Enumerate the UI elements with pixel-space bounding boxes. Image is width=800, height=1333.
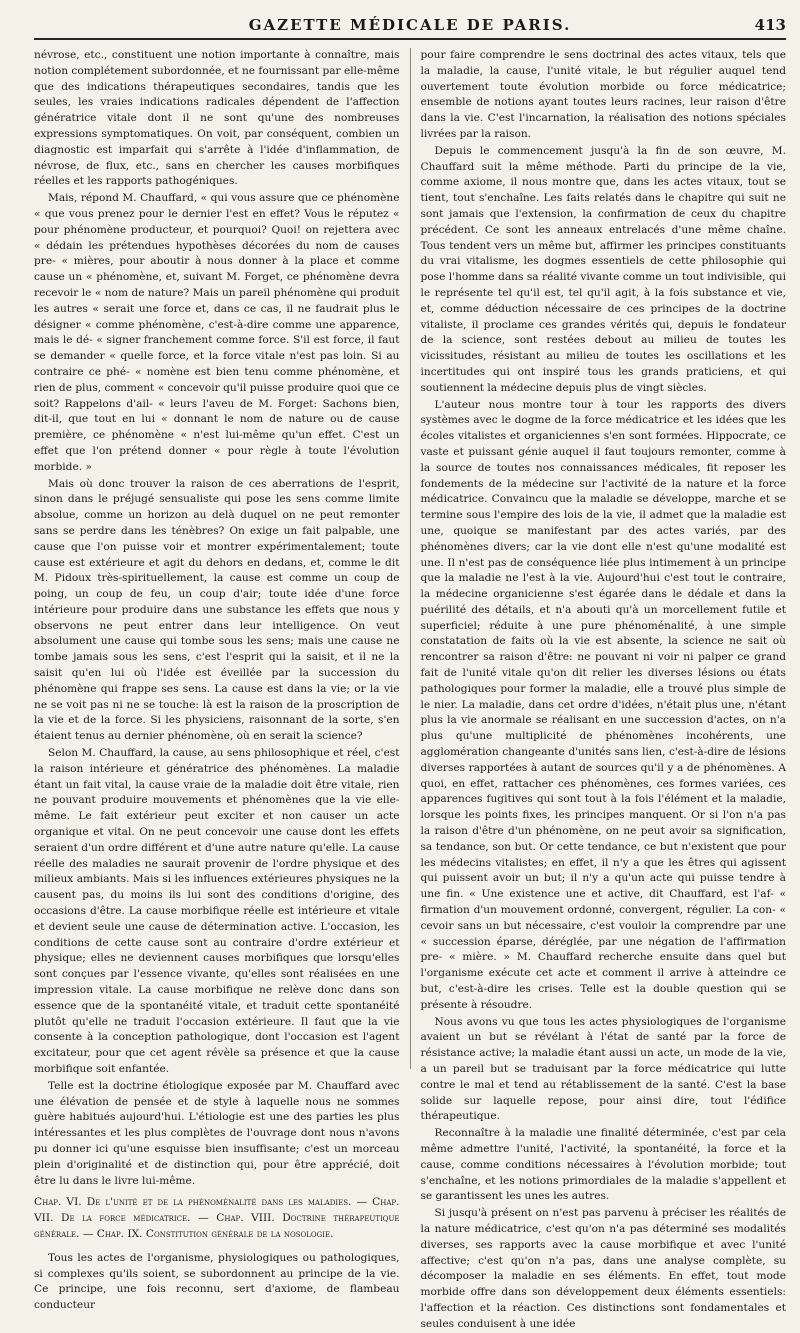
paragraph: névrose, etc., constituent une notion importante à connaître, mais notion complétement subordonnée, et ne fournissant par elle-même que des indications thérapeutiques secondaires, tandis que les seules, les vraies indications radicales dépendent de l'affection génératrice vitale dont il ne sont qu'une des nombreuses expressions symptomatiques. On voit, par conséquent, combien un diagnostic est imparfait qui s'arrête à l'idée d'inflammation, de névrose, de flux, etc., sans en chercher les causes morbifiques réelles et les rapports pathogéniques. [34,49,400,188]
paragraph: Reconnaître à la maladie une finalité déterminée, c'est par cela même admettre l'unité, l'activité, la spontanéité, la force et la cause, comme conditions nécessaires à l'évolution morbide; tout s'enchaîne, et les notions primordiales de la maladie s'appellent et se garantissent les unes les autres. [420,1127,786,1203]
text-columns [34,48,786,1330]
chapter-headings: Chap. VI. De l'unité et de la phénoménalité dans les maladies. — Chap. VII. De la force médicatrice. — Chap. VIII. Doctrine thérapeutique générale. — Chap. IX. Constitution générale de la nosologie. [34,1196,400,1240]
paragraph: Si jusqu'à présent on n'est pas parvenu à préciser les réalités de la nature médicatrice, c'est qu'on n'a pas déterminé ses modalités diverses, ses rapports avec la cause morbifique et avec l'unité affective; c'est qu'on n'a pas, dans une analyse complète, su décomposer la maladie en ses éléments. En effet, tout mode morbide offre dans son développement deux éléments essentiels: l'affection et la réaction. Ces distinctions sont fondamentales et seules conduisent à une idée [420,1207,786,1330]
page-number: 413 [754,16,786,34]
paragraph: L'auteur nous montre tour à tour les rapports des divers systèmes avec le dogme de la force médicatrice et les idées que les écoles vitalistes et organiciennes s'en sont formées. Hippocrate, ce vaste et puissant génie auquel il faut toujours remonter, comme à la source de toutes nos connaissances médicales, fit reposer les fondements de la médecine sur l'activité de la nature et la force médicatrice. Convaincu que la maladie se développe, marche et se termine sous l'empire des lois de la vie, il admet que la maladie est une, quoique se manifestant par des actes variés, par des phénomènes divers; car la vie dont elle n'est qu'une modalité est une. Il n'est pas de conséquence liée plus intimement à un principe que la maladie ne l'est à la vie. Aujourd'hui c'est tout le contraire, la médecine organicienne s'est égarée dans le dédale et dans la puérilité des détails, et n'a abouti qu'à un morcellement futile et superficiel; réduite à une pure phénoménalité, à une simple constatation de faits où la vie est absente, la science ne sait où rencontrer sa raison d'être: ne pouvant ni voir ni palper ce grand fait de l'unité vitale qu'on dit relier les diverses lésions ou états pathologiques pour former la maladie, elle a trouvé plus simple de le nier. La maladie, dans cet ordre d'idées, n'était plus une, n'étant plus la vie anormale se réalisant en une succession d'actes, on n'a plus qu'une multiplicité de phénomènes incohérents, une agglomération changeante d'unités sans lien, c'est-à-dire de lésions diverses rapportées à autant de sources qu'il y a de phénomènes. A quoi, en effet, rattacher ces phénomènes, ces formes variées, ces apparences fugitives qui sont tout à la fois l'élément et la maladie, lorsque les points fixes, les principes manquent. Or si l'on n'a pas la raison d'être d'un phénomène, on ne peut avoir sa signification, sa tendance, son but. Or cette tendance, ce but n'existent que pour les médecins vitalistes; en effet, il n'y a que les êtres qui agissent qui puissent avoir un but; il n'y a qu'un acte qui puisse tendre à une fin. « Une existence une et active, dit Chauffard, est l'af- « firmation d'un mouvement ordonné, convergent, régulier. La con- « cevoir sans un but nécessaire, c'est vouloir la comprendre par une « succession éparse, déréglée, par une négation de l'affirmation pre- « mière. » M. Chauffard recherche ensuite dans quel but l'organisme exécute cet acte et comment il arrive à atteindre ce but, c'est-à-dire les crises. Telle est la double question qui se présente à résoudre. [420,398,786,1011]
paragraph: Depuis le commencement jusqu'à la fin de son œuvre, M. Chauffard suit la même méthode. Parti du principe de la vie, comme axiome, il nous montre que, dans les actes vitaux, tout se tient, tout s'enchaîne. Les faits relatés dans le chapitre qui suit ne sont jamais que l'extension, la confirmation de ceux du chapitre précédent. Ce sont les anneaux entrelacés d'une même chaîne. Tous tendent vers un même but, affirmer les principes constituants du vrai vitalisme, les dogmes essentiels de cette philosophie qui pose l'homme dans sa réalité vivante comme un tout indivisible, qui le représente tel qu'il est, tel qu'il agit, à la fois substance et vie, et, comme déduction nécessaire de ces principes de la doctrine vitaliste, il proclame ces grandes vérités qui, depuis le fondateur de la science, sont restées debout au milieu de toutes les vicissitudes, résistant au milieu de toutes les oscillations et les incertitudes qui ont inspiré tous les grands praticiens, et qui soutiennent la médecine depuis plus de vingt siècles. [420,144,786,394]
left-column [34,48,400,1312]
paragraph: pour faire comprendre le sens doctrinal des actes vitaux, tels que la maladie, la cause, l'unité vitale, le but régulier auquel tend ouvertement toute évolution morbide ou force médicatrice; ensemble de notions ayant toutes leurs racines, leur raison d'être dans la vie. C'est l'incarnation, la réalisation des notions spéciales livrées par la raison. [420,49,786,140]
paragraph: Selon M. Chauffard, la cause, au sens philosophique et réel, c'est la raison intérieure et génératrice des phénomènes. La maladie étant un fait vital, la cause vraie de la maladie doit être vitale, rien ne pouvant produire mouvements et phénomènes que la vie elle-même. Le fait extérieur peut exciter et non causer un acte organique et vital. On ne peut concevoir une cause dont les effets seraient d'un ordre différent et d'une autre nature qu'elle. La cause réelle des maladies ne saurait provenir de l'ordre physique et des milieux ambiants. Mais si les influences extérieures physiques ne la causent pas, du moins ils lui sont des conditions d'origine, des occasions d'être. La cause morbifique réelle est intérieure et vitale et devient seule une cause de détermination active. L'occasion, les conditions de cette cause sont au contraire d'ordre extérieur et physique; elles ne deviennent causes morbifiques que lorsqu'elles sont conçues par l'essence vivante, qu'elles sont réalisées en une impression vitale. La cause morbifique ne relève donc dans son essence que de la spontanéité vitale, et traduit cette spontanéité plutôt qu'elle ne traduit l'occasion extérieure. Il faut que la vie consente à la conception pathologique, dont l'occasion est l'agent excitateur, pour que cet agent révèle sa présence et que la cause morbifique soit enfantée. [34,747,400,1075]
paragraph: Nous avons vu que tous les actes physiologiques de l'organisme avaient un but se révélant à l'état de santé par la force de résistance active; la maladie étant aussi un acte, un mode de la vie, a un pareil but se traduisant par la force médicatrice qui lutte contre le mal et tend au rétablissement de la santé. C'est la base solide sur laquelle repose, pour ainsi dire, tout l'édifice thérapeutique. [420,1015,786,1123]
paragraph: Tous les actes de l'organisme, physiologiques ou pathologiques, si complexes qu'ils soient, se subordonnent au principe de la vie. Ce principe, une fois reconnu, sert d'axiome, de flambeau conducteur [34,1251,400,1312]
right-column [420,48,786,1330]
column-divider [410,48,411,1069]
paragraph: Telle est la doctrine étiologique exposée par M. Chauffard avec une élévation de pensée et de style à laquelle nous ne sommes guère habitués aujourd'hui. L'étiologie est une des parties les plus intéressantes et les plus complètes de l'ouvrage dont nous n'avons pu donner ici qu'une esquisse bien insuffisante; c'est un morceau plein d'originalité et de distinction qui, pour être apprécié, doit être lu dans le livre lui-même. [34,1079,400,1187]
page-header [34,0,786,40]
paragraph: Mais où donc trouver la raison de ces aberrations de l'esprit, sinon dans le préjugé sensualiste qui pose les sens comme limite absolue, comme un horizon au delà duquel on ne peut remonter sans se perdre dans les ténèbres? On exige un fait palpable, une cause que l'on puisse voir et montrer expérimentalement; toute cause est extérieure et agit du dehors en dedans, et, comme le dit M. Pidoux très-spirituellement, la cause est comme un coup de poing, un coup de feu, un coup d'air; toute idée d'une force intérieure pour produire dans une substance les effets que nous y observons ne peut entrer dans leur intelligence. On veut absolument une cause qui tombe sous les sens; mais une cause ne tombe jamais sous les sens, c'est l'esprit qui la saisit, et il ne la saisit qu'en lui où l'idée est éveillée par la succession du phénomène qui frappe ses sens. La cause est dans la vie; or la vie ne se voit pas ni ne se touche: là est la raison de la proscription de la vie et de la force. Si les physiciens, raisonnant de la sorte, s'en étaient tenus au dernier phénomène, où en serait la science? [34,477,400,743]
journal-title: GAZETTE MÉDICALE DE PARIS. [248,16,572,34]
paragraph: Mais, répond M. Chauffard, « qui vous assure que ce phénomène « que vous prenez pour le dernier l'est en effet? Vous le réputez « pour phénomène producteur, et pourquoi? Quoi! on rejettera avec « dédain les prétendues hypothèses décorées du nom de causes pre- « mières, pour aboutir à nous donner à la place et comme cause un « phénomène, et, suivant M. Forget, ce phénomène devra recevoir le « nom de nature? Mais un pareil phénomène qui produit les autres « serait une force et, dans ce cas, il ne faudrait plus le désigner « comme phénomène, c'est-à-dire comme une apparence, mais le dé- « signer franchement comme force. S'il est force, il faut se demander « quelle force, et la force vitale n'est pas loin. Si au contraire ce phé- « nomène est bien tenu comme phénomène, et rien de plus, comment « concevoir qu'il puisse produire quoi que ce soit? Rappelons d'ail- « leurs l'aveu de M. Forget: Sachons bien, dit-il, que tout en lui « donnant le nom de nature ou de cause première, ce phénomène « n'est lui-même qu'un effet. C'est un effet que l'on prétend donner « pour règle à toute l'évolution morbide. » [34,192,400,473]
